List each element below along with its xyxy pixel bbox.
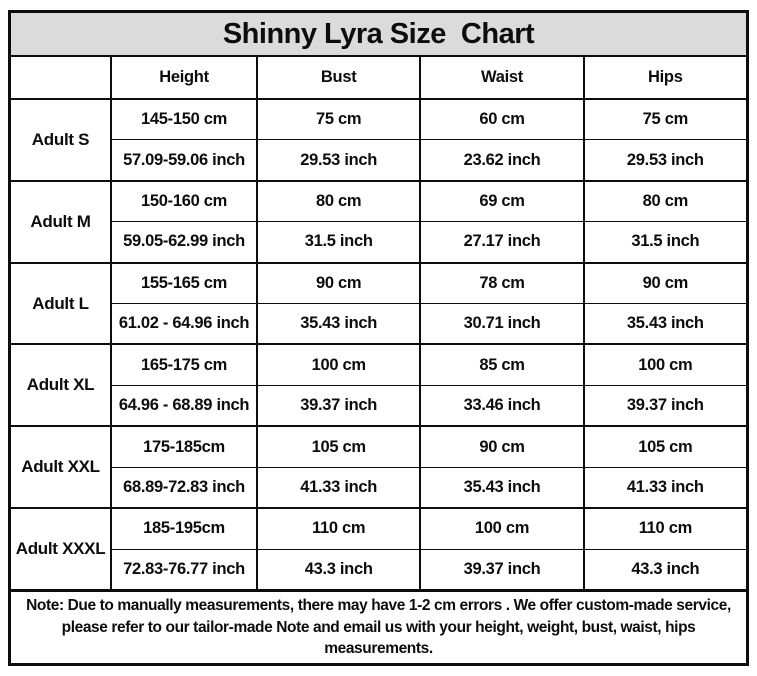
table-cell: 69 cm [421,182,584,221]
table-cell: 100 cm [638,355,693,374]
table-cell: 43.3 inch [258,550,421,589]
column-header-hips: Hips [648,68,683,86]
cm-row [112,427,746,466]
table-cell: 72.83-76.77 inch [112,550,258,589]
row-label: Adult XL [11,345,112,425]
cm-row [112,509,746,548]
table-cell: 23.62 inch [421,140,584,179]
table-cell: 78 cm [421,264,584,303]
row-values [112,182,746,262]
table-cell: 75 cm [258,100,421,139]
cm-row [112,345,746,384]
table-cell: 90 cm [421,427,584,466]
row-values [112,345,746,425]
table-cell: 60 cm [421,100,584,139]
inch-row [112,303,746,343]
table-cell: 29.53 inch [258,140,421,179]
row-values [112,509,746,589]
table-cell: 100 cm [421,509,584,548]
table-cell: 33.46 inch [421,386,584,425]
cm-row [112,182,746,221]
column-header-bust: Bust [258,57,421,98]
table-cell: 41.33 inch [258,468,421,507]
size-row-group-adult-s [11,98,746,180]
table-cell: 80 cm [258,182,421,221]
note-row [11,589,746,663]
table-cell: 100 cm [258,345,421,384]
table-cell: 59.05-62.99 inch [112,222,258,261]
column-header-height: Height [112,57,258,98]
table-cell: 185-195cm [112,509,258,548]
table-cell: 39.37 inch [421,550,584,589]
table-cell: 90 cm [258,264,421,303]
table-cell: 39.37 inch [626,396,704,415]
table-cell: 85 cm [421,345,584,384]
table-header-row [11,57,746,98]
row-values [112,100,746,180]
table-cell: 31.5 inch [631,232,700,251]
note-text: Note: Due to manually measurements, there may have 1-2 cm errors . We offer custom-made service, please refer to our tailor-made Note and email us with your height, weight, bust, waist, hips measurements. [26,596,731,658]
size-row-group-adult-m [11,180,746,262]
table-cell: 30.71 inch [421,304,584,343]
table-cell: 27.17 inch [421,222,584,261]
inch-row [112,139,746,179]
table-cell: 68.89-72.83 inch [112,468,258,507]
size-row-group-adult-xl [11,343,746,425]
inch-row [112,221,746,261]
table-cell: 35.43 inch [626,314,704,333]
cm-row [112,100,746,139]
row-label: Adult M [11,182,112,262]
inch-row [112,385,746,425]
table-cell: 61.02 - 64.96 inch [112,304,258,343]
row-values [112,264,746,344]
table-cell: 57.09-59.06 inch [112,140,258,179]
table-cell: 31.5 inch [258,222,421,261]
table-cell: 29.53 inch [626,150,704,169]
size-row-group-adult-l [11,262,746,344]
chart-title: Shinny Lyra Size Chart [11,13,746,57]
table-cell: 35.43 inch [258,304,421,343]
table-cell: 150-160 cm [112,182,258,221]
row-label: Adult S [11,100,112,180]
table-cell: 39.37 inch [258,386,421,425]
table-cell: 75 cm [642,110,688,129]
table-cell: 43.3 inch [631,559,700,578]
table-cell: 110 cm [258,509,421,548]
table-cell: 80 cm [642,192,688,211]
size-row-group-adult-xxl [11,425,746,507]
table-cell: 41.33 inch [626,477,704,496]
row-label: Adult L [11,264,112,344]
table-cell: 105 cm [258,427,421,466]
table-cell: 35.43 inch [421,468,584,507]
size-chart-table [8,10,749,666]
corner-cell [11,57,112,98]
table-cell: 145-150 cm [112,100,258,139]
table-cell: 105 cm [638,437,693,456]
table-cell: 110 cm [638,519,692,538]
row-label: Adult XXL [11,427,112,507]
table-cell: 165-175 cm [112,345,258,384]
cm-row [112,264,746,303]
row-label: Adult XXXL [11,509,112,589]
column-header-waist: Waist [421,57,584,98]
size-row-group-adult-xxxl [11,507,746,589]
inch-row [112,467,746,507]
table-cell: 175-185cm [112,427,258,466]
inch-row [112,549,746,589]
table-cell: 64.96 - 68.89 inch [112,386,258,425]
row-values [112,427,746,507]
table-cell: 90 cm [642,273,688,292]
table-cell: 155-165 cm [112,264,258,303]
